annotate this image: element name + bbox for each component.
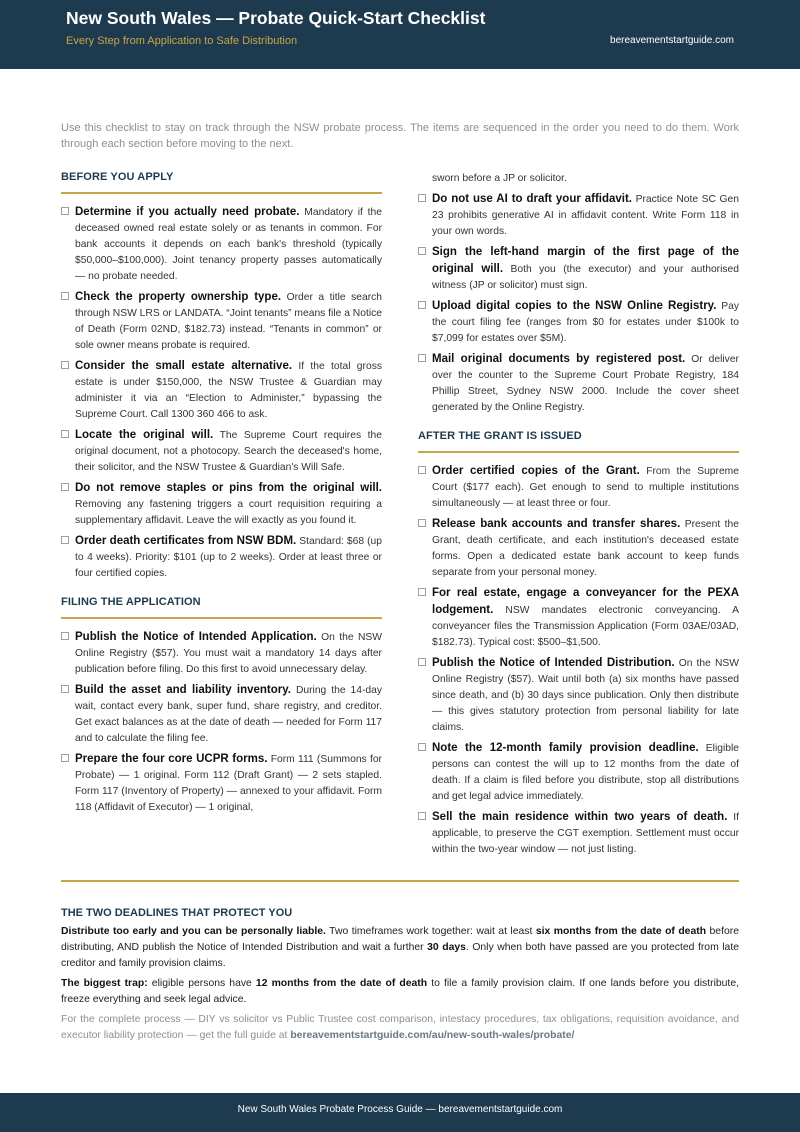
checkbox[interactable] xyxy=(418,301,426,309)
item-heading: Do not remove staples or pins from the original will. xyxy=(75,482,382,494)
checklist-item xyxy=(61,204,382,285)
checkbox[interactable] xyxy=(61,685,69,693)
checklist-item xyxy=(61,533,382,582)
item-body: Present the Grant, death certificate, and each institution's deceased estate forms. Open a dedicated estate bank account to keep funds separate from your personal money. xyxy=(432,519,739,578)
checkbox[interactable] xyxy=(61,632,69,640)
item-body: Pay the court filing fee (ranges from $0 for estates under $100k to $7,099 for estates over $5M). xyxy=(432,301,739,344)
item-body: NSW mandates electronic conveyancing. A conveyancer files the Transmission Application (Form 03AE/03AD, $182.73). Typical cost: $500–$1,500. xyxy=(432,605,739,648)
item-body: Eligible persons can contest the will up to 12 months from the date of death. If a claim is filed before you distribute, stop all distributions and get legal advice immediately. xyxy=(432,743,739,802)
checklist-item xyxy=(418,809,739,858)
item-heading: Mail original documents by registered post. xyxy=(432,353,686,365)
item-heading: Publish the Notice of Intended Application. xyxy=(75,631,317,643)
checkbox[interactable] xyxy=(61,361,69,369)
item-body: If applicable, to preserve the CGT exemption. Settlement must occur within the two-year window — not just listing. xyxy=(432,812,739,855)
item-body: Standard: $68 (up to 4 weeks). Priority: $101 (up to 2 weeks). Order at least three or four certified copies. xyxy=(75,536,382,579)
item-body: Or deliver over the counter to the Supreme Court Probate Registry, 184 Phillip Street, Sydney NSW 2000. Include the cover sheet generated by the Online Registry. xyxy=(432,354,739,413)
checkbox[interactable] xyxy=(418,812,426,820)
checkbox[interactable] xyxy=(418,194,426,202)
page-subtitle: Every Step from Application to Safe Distribution xyxy=(66,35,298,47)
page-title: New South Wales — Probate Quick-Start Checklist xyxy=(66,8,486,28)
item-heading: Upload digital copies to the NSW Online Registry. xyxy=(432,300,717,312)
checkbox[interactable] xyxy=(418,743,426,751)
checklist-item xyxy=(61,358,382,423)
checkbox[interactable] xyxy=(418,588,426,596)
page-header xyxy=(0,0,800,69)
item-heading: Consider the small estate alternative. xyxy=(75,360,293,372)
full-guide-link[interactable]: bereavementstartguide.com/au/new-south-wales/probate/ xyxy=(290,1030,575,1041)
checkbox[interactable] xyxy=(418,658,426,666)
intro-text: Use this checklist to stay on track through the NSW probate process. The items are sequenced in the order you need to do them. Work through each section before moving to the next. xyxy=(61,122,739,150)
item-body: Both you (the executor) and your authorised witness (JP or solicitor) must sign. xyxy=(432,264,739,291)
section-title-after: AFTER THE GRANT IS ISSUED xyxy=(418,430,582,442)
item-body: Removing any fastening triggers a court requisition requiring a supplementary affidavit. Leave the will exactly as you found it. xyxy=(75,499,382,526)
checklist-item xyxy=(418,740,739,805)
checkbox[interactable] xyxy=(418,519,426,527)
section-divider xyxy=(418,451,739,453)
item-heading: Release bank accounts and transfer shares. xyxy=(432,518,681,530)
item-body: Order a title search through NSW LRS or LANDATA. “Joint tenants” means file a Notice of Death (Form 02ND, $182.73) instead. “Tenants in common” or sole owner means probate is required. xyxy=(75,292,383,351)
checklist-item xyxy=(418,244,739,294)
checklist-item xyxy=(418,516,739,581)
section-title-before: BEFORE YOU APPLY xyxy=(61,171,174,183)
checklist-item xyxy=(418,585,739,651)
checklist-item xyxy=(418,655,739,736)
checklist-item xyxy=(418,351,739,416)
item-heading: Prepare the four core UCPR forms. xyxy=(75,753,268,765)
checklist-item xyxy=(418,463,739,512)
full-guide-paragraph: For the complete process — DIY vs solicitor vs Public Trustee cost comparison, intestacy procedures, tax obligations, requisition avoidance, and executor liability protection — get the full guide at bereavementstartguide.com/au/new-south-wales/probate/ xyxy=(61,1014,739,1041)
checklist-item xyxy=(61,682,382,747)
item-body: If the total gross estate is under $150,000, the NSW Trustee & Guardian may administer it via an “Election to Administer,” bypassing the Supreme Court. Call 1300 360 466 to ask. xyxy=(75,361,382,420)
deadlines-paragraph: Distribute too early and you can be personally liable. Two timeframes work together: wait at least six months from the date of death before distributing, AND publish the Notice of Intended Distribution and wait a further 30 days. Only when both have passed are you protected from late creditor and family provision claims. xyxy=(61,926,739,969)
item-heading: Sign the left-hand margin of the first page of the original will. xyxy=(432,246,739,275)
footer-text: New South Wales Probate Process Guide — bereavementstartguide.com xyxy=(237,1104,563,1115)
deadlines-title: THE TWO DEADLINES THAT PROTECT YOU xyxy=(61,907,293,919)
checklist-item xyxy=(61,289,382,354)
item-heading: Do not use AI to draft your affidavit. xyxy=(432,193,633,205)
item-heading: For real estate, engage a conveyancer for the PEXA lodgement. xyxy=(432,587,739,616)
item-body: Mandatory if the deceased owned real estate solely or as tenants in common. For bank accounts it depends on each bank's threshold (typically $50,000–$100,000). Joint tenancy property passes automatically — no probate needed. xyxy=(75,207,382,282)
checklist-item xyxy=(418,298,739,347)
left-column xyxy=(61,171,382,820)
item-body: From the Supreme Court ($177 each). Get enough to send to multiple institutions simultaneously — at least three or four. xyxy=(432,466,739,509)
checklist-item xyxy=(61,427,382,476)
checkbox[interactable] xyxy=(61,754,69,762)
item-heading: Locate the original will. xyxy=(75,429,214,441)
item-heading: Build the asset and liability inventory. xyxy=(75,684,291,696)
item-body: Practice Note SC Gen 23 prohibits generative AI in affidavit content. Write Form 118 in your own words. xyxy=(432,194,739,237)
section-title-filing: FILING THE APPLICATION xyxy=(61,596,201,608)
item-body: On the NSW Online Registry ($57). Wait until both (a) six months have passed since death, and (b) 30 days since publication. Only then distribute — this gives statutory protection from personal liability for late claims. xyxy=(432,658,739,733)
checkbox[interactable] xyxy=(418,354,426,362)
section-divider xyxy=(61,617,382,619)
item-heading: Note the 12-month family provision deadline. xyxy=(432,742,699,754)
checkbox[interactable] xyxy=(61,483,69,491)
checkbox[interactable] xyxy=(61,536,69,544)
item-body: The Supreme Court requires the original document, not a photocopy. Search the deceased's home, their solicitor, and the NSW Trustee & Guardian's Will Safe. xyxy=(75,430,382,473)
page-footer xyxy=(0,1093,800,1132)
item-body: Form 111 (Summons for Probate) — 1 original. Form 112 (Draft Grant) — 2 sets stapled. Form 117 (Inventory of Property) — annexed to your affidavit. Form 118 (Affidavit of Executor) — 1 original, xyxy=(75,754,382,813)
checkbox[interactable] xyxy=(418,247,426,255)
item-heading: Order death certificates from NSW BDM. xyxy=(75,535,297,547)
checklist-item xyxy=(61,480,382,529)
section-divider xyxy=(61,880,739,882)
checkbox[interactable] xyxy=(61,292,69,300)
item-heading: Sell the main residence within two years of death. xyxy=(432,811,728,823)
checklist-item xyxy=(61,751,382,816)
section-divider xyxy=(61,192,382,194)
item-heading: Determine if you actually need probate. xyxy=(75,206,300,218)
item-heading: Check the property ownership type. xyxy=(75,291,282,303)
item-body: During the 14-day wait, contact every bank, super fund, share registry, and creditor. Get exact balances as at the date of death — needed for Form 117 and to calculate the filing fee. xyxy=(75,685,382,744)
item-heading: Publish the Notice of Intended Distribution. xyxy=(432,657,675,669)
right-column xyxy=(418,171,739,862)
deadlines-section xyxy=(61,907,739,1048)
item-heading: Order certified copies of the Grant. xyxy=(432,465,640,477)
item-continuation: sworn before a JP or solicitor. xyxy=(432,173,567,184)
checkbox[interactable] xyxy=(418,466,426,474)
checklist-item xyxy=(418,191,739,240)
header-site-link[interactable]: bereavementstartguide.com xyxy=(610,35,734,46)
checkbox[interactable] xyxy=(61,207,69,215)
checkbox[interactable] xyxy=(61,430,69,438)
item-body: On the NSW Online Registry ($57). You must wait a mandatory 14 days after publication before filing. Do this first to avoid unnecessary delay. xyxy=(75,632,382,675)
checklist-item xyxy=(61,629,382,678)
trap-paragraph: The biggest trap: eligible persons have 12 months from the date of death to file a family provision claim. If one lands before you distribute, freeze everything and seek legal advice. xyxy=(61,978,739,1005)
